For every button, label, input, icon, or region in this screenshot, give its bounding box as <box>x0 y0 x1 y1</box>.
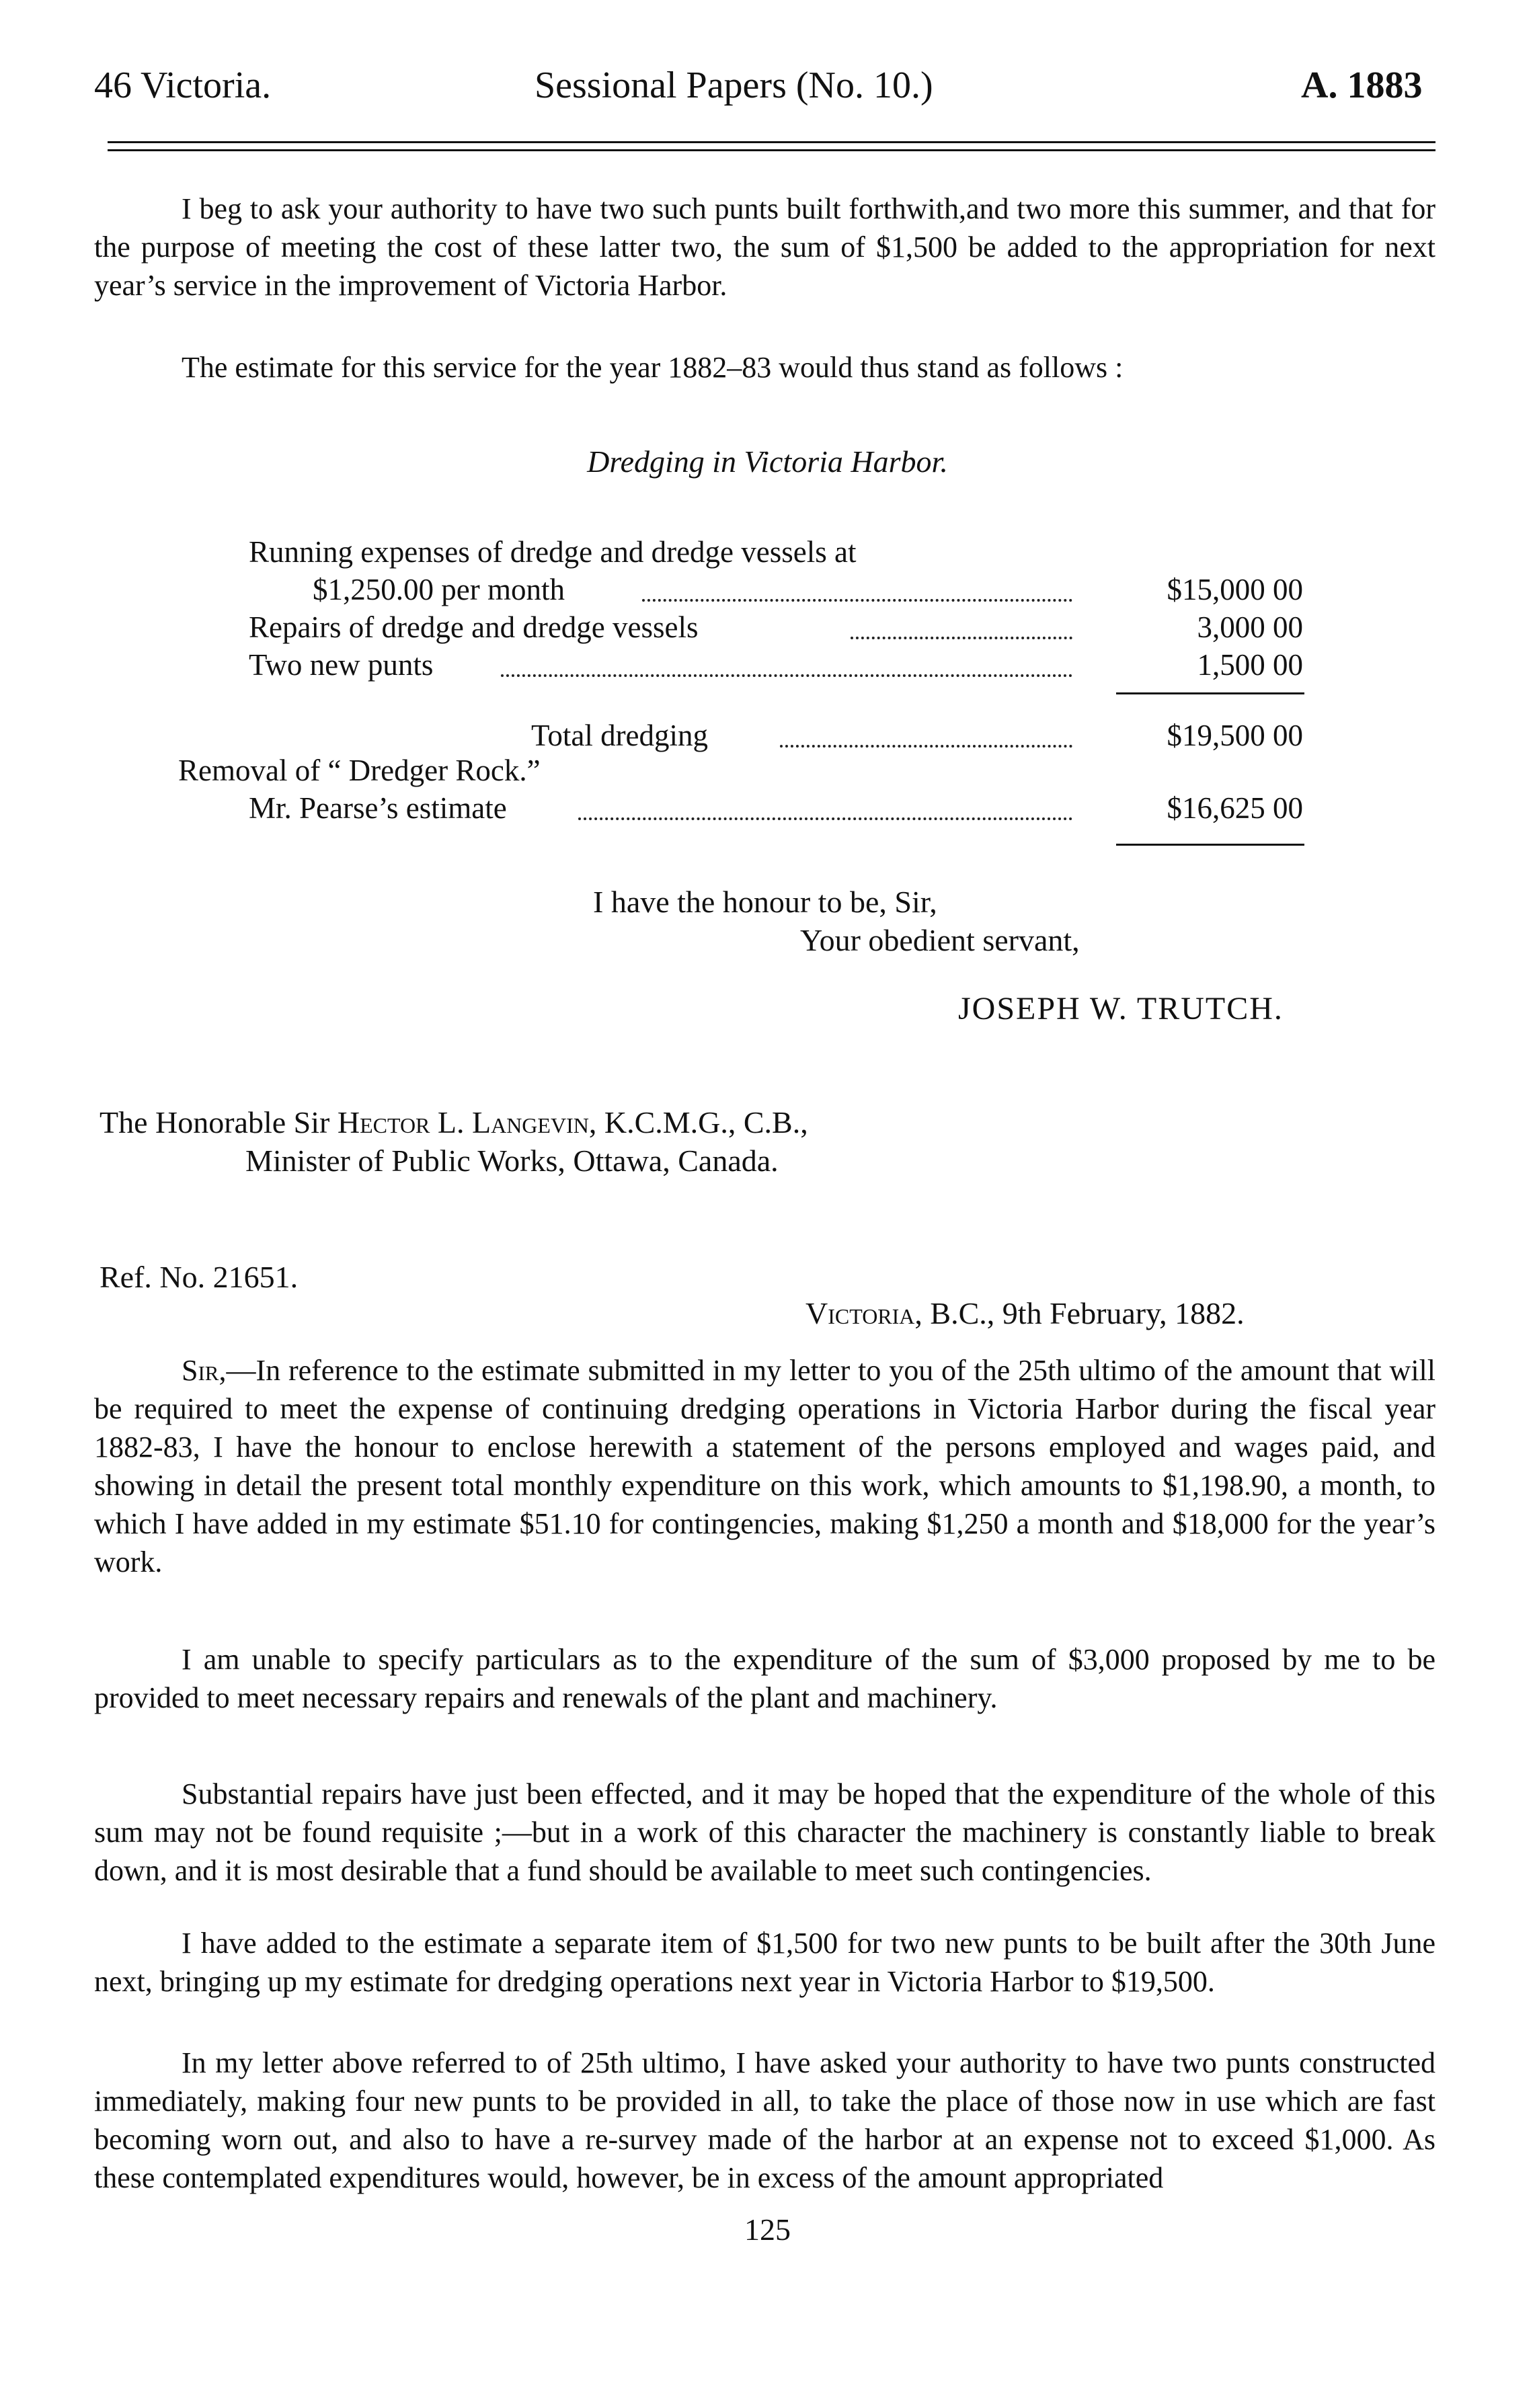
dateline <box>805 1295 1245 1331</box>
running-expenses-amount: $15,000 00 <box>1167 573 1303 606</box>
total-dredging-amount: $19,500 00 <box>1167 719 1303 752</box>
punts-label: Two new punts <box>249 648 434 682</box>
paragraph-substantial-repairs: Substantial repairs have just been effected, and it may be hoped that the expenditure of the whole of this sum may not be found requisite ;—but in a work of this character the machinery is constantly liable to break down, and it is most desirable that a fund should be available to meet such contingencies. <box>94 1777 1435 1887</box>
punts-amount: 1,500 00 <box>1197 648 1303 682</box>
estimate-row-running-b <box>0 572 1535 610</box>
addressee-line1 <box>100 1105 808 1140</box>
total-rule <box>1116 844 1304 846</box>
running-rate-label: $1,250.00 per month <box>313 573 565 606</box>
dateline-date: , B.C., 9th February, 1882. <box>914 1296 1245 1330</box>
paragraph-estimate-reference-text: —In reference to the estimate submitted in my letter to you of the 25th ultimo of the amount that will be required to meet the expense of continuing dredging operations in Victoria Harbor during the fiscal year 1882-83, I have the honour to enclose herewith a statement of the persons employed and wages paid, and showing in detail the present total monthly expenditure on this work, which amounts to $1,198.90, a month, to which I have added in my estimate $51.10 for contingencies, making $1,250 a month and $18,000 for the year’s work. <box>94 1354 1435 1578</box>
paragraph-repairs: I am unable to specify particulars as to the expenditure of the sum of $3,000 proposed by me to be provided to meet necessary repairs and renewals of the plant and machinery. <box>94 1643 1435 1714</box>
paragraph-estimate-intro: The estimate for this service for the year 1882–83 would thus stand as follows : <box>182 351 1124 384</box>
estimate-row-pearse <box>0 791 1535 828</box>
dot-leader <box>851 637 1072 639</box>
running-expenses-label: Running expenses of dredge and dredge vessels at <box>249 535 857 569</box>
addressee-name: Hector L. Langevin <box>337 1105 589 1139</box>
dot-leader <box>780 745 1072 748</box>
addressee-honours: , K.C.M.G., C.B., <box>588 1105 808 1139</box>
reference-number: Ref. No. 21651. <box>100 1260 299 1294</box>
estimate-row-running-a <box>0 534 1535 572</box>
estimate-title: Dredging in Victoria Harbor. <box>587 444 948 479</box>
signature: JOSEPH W. TRUTCH. <box>958 991 1284 1027</box>
estimate-row-removal <box>0 753 1535 791</box>
paragraph-estimate-reference <box>94 1351 1435 1581</box>
header-title: Sessional Papers (No. 10.) <box>535 65 933 106</box>
addressee-prefix: The Honorable Sir <box>100 1105 338 1139</box>
closing-honour: I have the honour to be, Sir, <box>593 885 937 919</box>
paragraph-new-punts: I have added to the estimate a separate item of $1,500 for two new punts to be built after the 30th June next, bringing up my estimate for dredging operations next year in Victoria Harbor to $19,500. <box>94 1927 1435 1998</box>
dot-leader <box>501 674 1072 677</box>
subtotal-rule <box>1116 692 1304 694</box>
header-session: 46 Victoria. <box>94 65 272 106</box>
estimate-row-total <box>0 718 1535 756</box>
dot-leader <box>578 817 1072 820</box>
header-year: A. 1883 <box>1301 65 1423 106</box>
pearse-estimate-amount: $16,625 00 <box>1167 791 1303 825</box>
removal-label: Removal of “ Dredger Rock.” <box>178 754 541 787</box>
repairs-label: Repairs of dredge and dredge vessels <box>249 610 699 644</box>
estimate-row-repairs <box>0 610 1535 647</box>
paragraph-punt-request: I beg to ask your authority to have two such punts built forthwith,and two more this summer, and that for the purpose of meeting the cost of these latter two, the sum of $1,500 be added to the appropriation for next year’s service in the improvement of Victoria Harbor. <box>94 192 1435 302</box>
closing-servant: Your obedient servant, <box>800 923 1080 957</box>
addressee-line2: Minister of Public Works, Ottawa, Canada. <box>245 1143 779 1178</box>
salutation: Sir, <box>182 1354 227 1387</box>
header-rule <box>108 141 1435 143</box>
estimate-row-punts <box>0 647 1535 685</box>
total-dredging-label: Total dredging <box>531 719 709 752</box>
header-rule-second <box>108 149 1435 151</box>
pearse-estimate-label: Mr. Pearse’s estimate <box>249 791 507 825</box>
repairs-amount: 3,000 00 <box>1197 610 1303 644</box>
page-number: 125 <box>744 2212 791 2247</box>
dateline-place: Victoria <box>805 1296 915 1330</box>
dot-leader <box>642 599 1072 602</box>
paragraph-resurvey: In my letter above referred to of 25th ultimo, I have asked your authority to have two punts constructed immediately, making four new punts to be provided in all, to take the place of those now in use which are fast becoming worn out, and also to have a re-survey made of the harbor at an expense not to exceed $1,000. As these contemplated expenditures would, however, be in excess of the amount appropriated <box>94 2046 1435 2194</box>
